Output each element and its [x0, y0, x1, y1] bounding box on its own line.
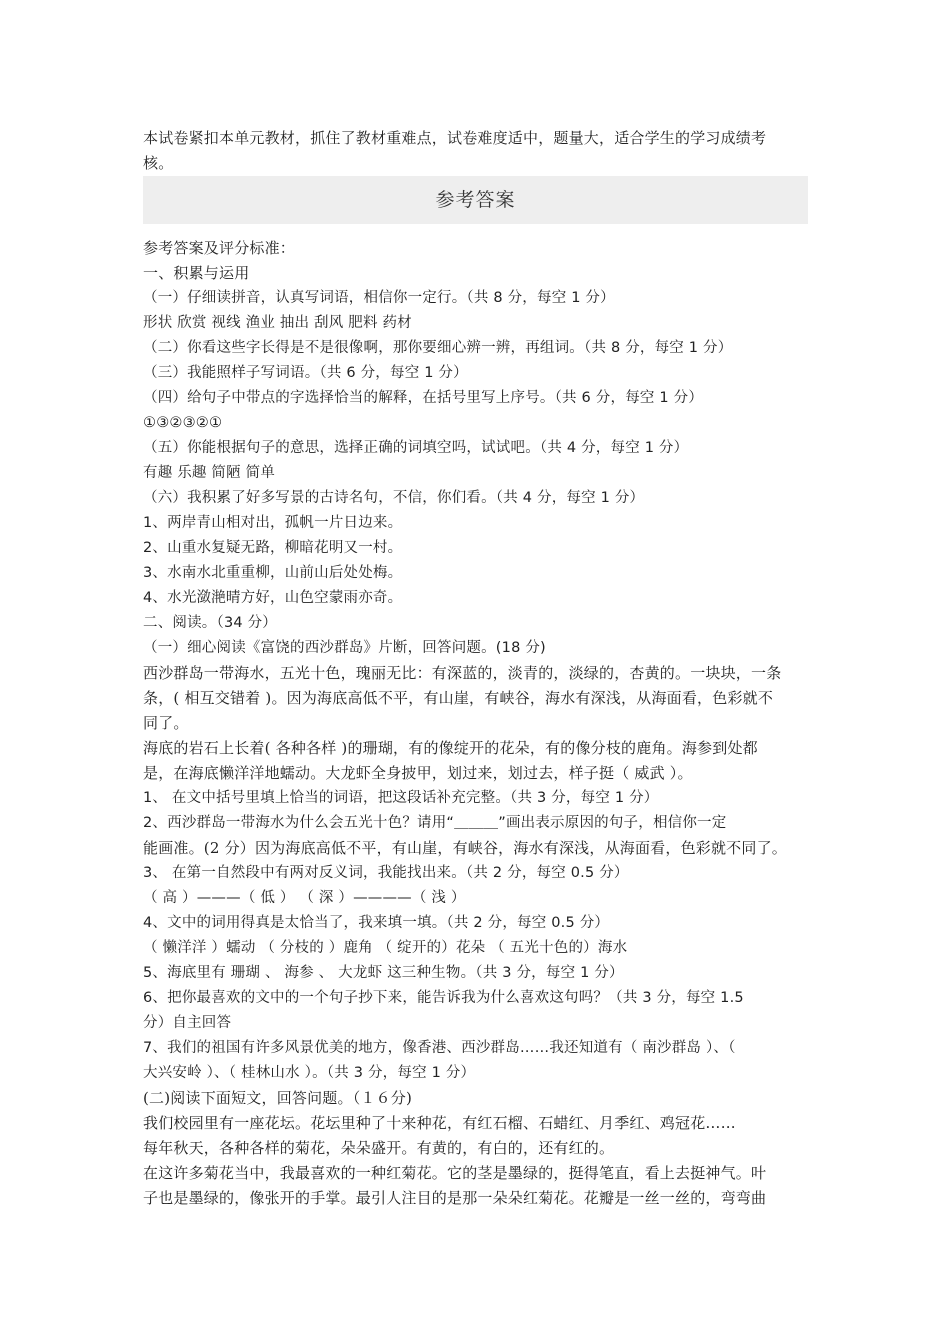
question-line: （一）仔细读拼音，认真写词语，相信你一定行。（共 8 分，每空 1 分）: [143, 290, 615, 306]
question-line: 5、海底里有 珊瑚 、 海参 、 大龙虾 这三种生物。（共 3 分，每空 1 分）: [143, 965, 624, 981]
passage-line: 西沙群岛一带海水，五光十色，瑰丽无比：有深蓝的，淡青的，淡绿的，杏黄的。一块块，一条: [143, 664, 782, 682]
question-line: 6、把你最喜欢的文中的一个句子抄下来，能告诉我为什么喜欢这句吗？（共 3 分，每空 1.5: [143, 990, 744, 1006]
passage-line: 海底的岩石上长着( 各种各样 )的珊瑚，有的像绽开的花朵，有的像分枝的鹿角。海参到处都: [143, 739, 758, 757]
answer-line: 形状 欣赏 视线 渔业 抽出 刮风 肥料 药材: [143, 315, 412, 331]
section-heading: (二)阅读下面短文，回答问题。（１６分): [143, 1089, 413, 1107]
answer-line: （ 懒洋洋 ）蠕动 （ 分枝的 ）鹿角 （ 绽开的）花朵 （ 五光十色的）海水: [143, 940, 628, 956]
passage-line: 同了。: [143, 714, 189, 732]
question-line: （二）你看这些字长得是不是很像啊，那你要细心辨一辨，再组词。（共 8 分，每空 1 分）: [143, 340, 733, 356]
question-line: 4、文中的词用得真是太恰当了，我来填一填。（共 2 分，每空 0.5 分）: [143, 915, 610, 931]
intro-line-2: 核。: [143, 154, 174, 172]
question-line: （一）细心阅读《富饶的西沙群岛》片断，回答问题。(18 分): [143, 640, 546, 656]
passage-line: 每年秋天，各种各样的菊花，朵朵盛开。有黄的，有白的，还有红的。: [143, 1139, 615, 1157]
intro-line-1: 本试卷紧扣本单元教材，抓住了教材重难点，试卷难度适中，题量大，适合学生的学习成绩考: [143, 129, 767, 147]
section-heading: 参考答案及评分标准：: [143, 239, 296, 257]
question-line: （五）你能根据句子的意思，选择正确的词填空吗，试试吧。（共 4 分，每空 1 分）: [143, 440, 689, 456]
poem-line: 3、水南水北重重柳，山前山后处处梅。: [143, 565, 403, 581]
question-line: 7、我们的祖国有许多风景优美的地方，像香港、西沙群岛……我还知道有（ 南沙群岛 ）、（: [143, 1040, 736, 1056]
poem-line: 2、山重水复疑无路，柳暗花明又一村。: [143, 540, 403, 556]
poem-line: 4、水光潋滟晴方好，山色空蒙雨亦奇。: [143, 590, 403, 606]
answer-line: 有趣 乐趣 简陋 简单: [143, 465, 276, 481]
passage-line: 我们校园里有一座花坛。花坛里种了十来种花，有红石榴、石蜡红、月季红、鸡冠花……: [143, 1114, 736, 1132]
answer-line: （ 高 ）———（ 低 ） （ 深 ）————（ 浅 ）: [143, 890, 466, 906]
passage-line: 条，( 相互交错着 )。因为海底高低不平，有山崖，有峡谷，海水有深浅，从海面看，色彩就不: [143, 689, 774, 707]
section-heading: 二、阅读。（34 分）: [143, 615, 278, 631]
passage-line: 是，在海底懒洋洋地蠕动。大龙虾全身披甲，划过来，划过去，样子挺（ 威武 ）。: [143, 764, 693, 782]
poem-line: 1、两岸青山相对出，孤帆一片日边来。: [143, 515, 403, 531]
answer-line: 能画准。(2 分）因为海底高低不平，有山崖，有峡谷，海水有深浅，从海面看，色彩就不同了。: [143, 839, 787, 857]
answer-line: ①③②③②①: [143, 415, 223, 431]
passage-line: 在这许多菊花当中，我最喜欢的一种红菊花。它的茎是墨绿的，挺得笔直，看上去挺神气。叶: [143, 1164, 767, 1182]
passage-line: 子也是墨绿的，像张开的手掌。最引人注目的是那一朵朵红菊花。花瓣是一丝一丝的，弯弯曲: [143, 1189, 767, 1207]
section-heading: 一、积累与运用: [143, 264, 250, 282]
answer-banner-title: 参考答案: [143, 176, 808, 224]
answer-line: 大兴安岭 ）、（ 桂林山水 ）。（共 3 分，每空 1 分）: [143, 1065, 476, 1081]
answer-line: 分）自主回答: [143, 1015, 232, 1031]
question-line: （三）我能照样子写词语。（共 6 分，每空 1 分）: [143, 365, 468, 381]
question-line: 2、西沙群岛一带海水为什么会五光十色？请用“＿＿＿”画出表示原因的句子，相信你一定: [143, 815, 727, 831]
question-line: 3、 在第一自然段中有两对反义词，我能找出来。（共 2 分，每空 0.5 分）: [143, 865, 629, 881]
question-line: 1、 在文中括号里填上恰当的词语，把这段话补充完整。（共 3 分，每空 1 分）: [143, 790, 659, 806]
question-line: （四）给句子中带点的字选择恰当的解释，在括号里写上序号。（共 6 分，每空 1 分）: [143, 390, 704, 406]
question-line: （六）我积累了好多写景的古诗名句，不信，你们看。（共 4 分，每空 1 分）: [143, 490, 645, 506]
